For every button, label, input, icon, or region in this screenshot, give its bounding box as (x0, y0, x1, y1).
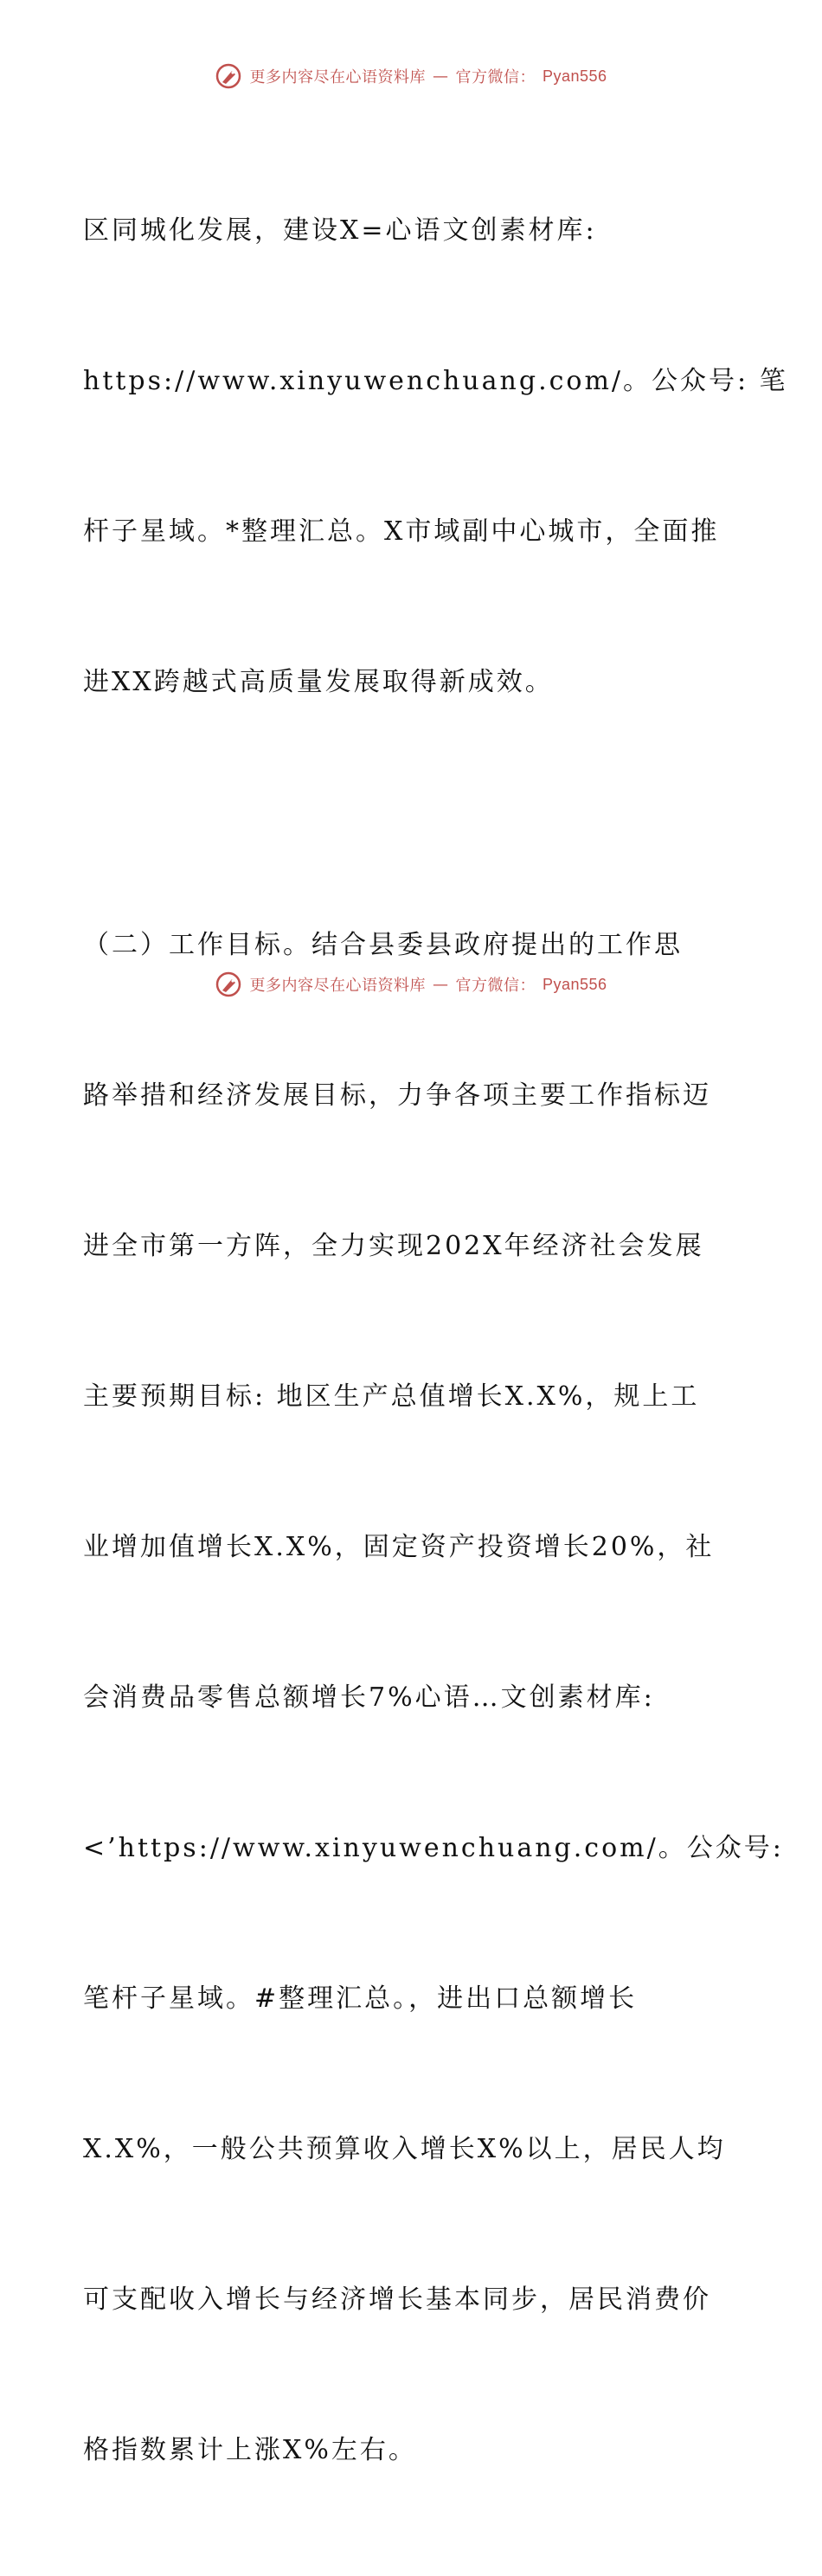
watermark-separator: — (432, 67, 449, 86)
footer-watermark (0, 971, 822, 998)
text-line: 会消费品零售总额增长7%心语…文创素材库: (83, 1682, 655, 1713)
header-watermark (0, 62, 822, 90)
document-body (83, 106, 788, 2576)
pen-nib-logo-icon (215, 62, 242, 90)
text-line: 进全市第一方阵，全力实现202X年经济社会发展 (83, 1231, 704, 1261)
watermark-separator: — (432, 975, 449, 994)
text-line: 杆子星域。*整理汇总。X市域副中心城市，全面推 (83, 516, 720, 547)
paragraph-2 (83, 820, 784, 2576)
text-line: 可支配收入增长与经济增长基本同步，居民消费价 (83, 2284, 711, 2315)
watermark-account: Pyan556 (542, 67, 607, 85)
watermark-text: 更多内容尽在心语资料库 (249, 68, 426, 87)
text-line: （二）工作目标。结合县委县政府提出的工作思 (83, 930, 683, 960)
watermark-official: 官方微信： (455, 68, 536, 87)
text-line: 路举措和经济发展目标，力争各项主要工作指标迈 (83, 1080, 711, 1111)
watermark-account: Pyan556 (542, 975, 607, 993)
paragraph-1 (83, 106, 788, 808)
watermark-official: 官方微信： (455, 977, 536, 995)
text-line: X.X%，一般公共预算收入增长X%以上，居民人均 (83, 2134, 726, 2164)
text-line: 进XX跨越式高质量发展取得新成效。 (83, 667, 554, 697)
text-line: 格指数累计上涨X%左右。 (83, 2435, 417, 2465)
text-line: 业增加值增长X.X%，固定资产投资增长20%，社 (83, 1532, 715, 1562)
watermark-text: 更多内容尽在心语资料库 (249, 977, 426, 995)
pen-nib-logo-icon (215, 971, 242, 998)
text-line: https://www.xinyuwenchuang.com/。公众号: 笔 (83, 366, 788, 396)
text-line: 主要预期目标: 地区生产总值增长X.X%，规上工 (83, 1381, 700, 1412)
text-line: 笔杆子星域。#整理汇总。，进出口总额增长 (83, 1983, 638, 2014)
text-line: <’https://www.xinyuwenchuang.com/。公众号: (83, 1833, 784, 1863)
text-line: 区同城化发展，建设X=心语文创素材库: (83, 215, 597, 246)
